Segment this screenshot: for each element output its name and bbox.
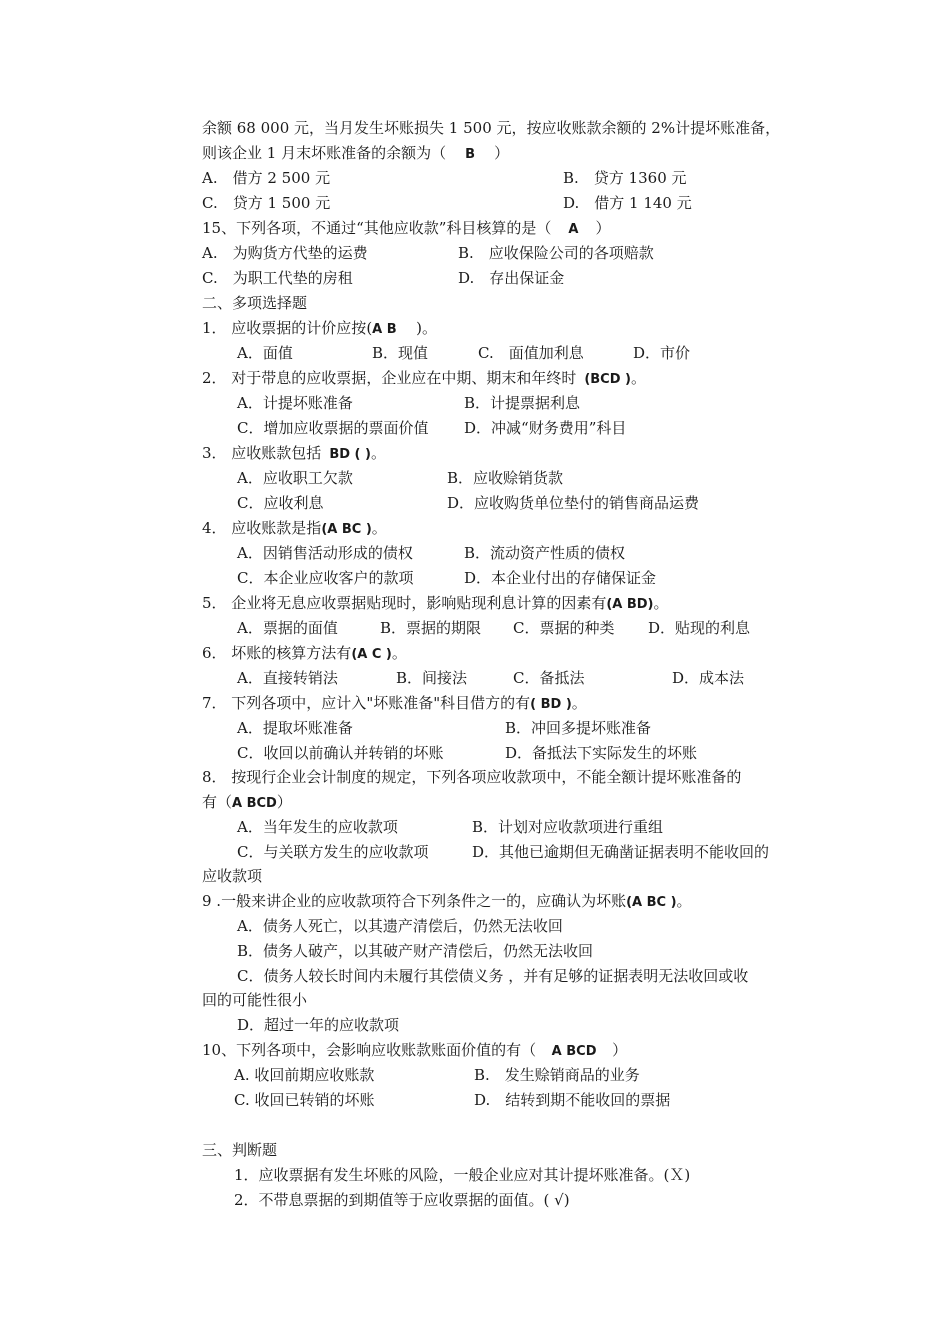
m10-option-d: D. 结转到期不能收回的票据 bbox=[474, 1091, 671, 1109]
m4-option-d: D．本企业付出的存储保证金 bbox=[464, 569, 657, 587]
q14-option-d: D. 借方 1 140 元 bbox=[563, 194, 692, 212]
m4-answer: (A BC ) bbox=[321, 522, 372, 537]
m3-option-c: C．应收利息 bbox=[237, 494, 324, 512]
m4-option-a: A．因销售活动形成的债权 bbox=[237, 544, 413, 562]
m5-stem-text: 5． 企业将无息应收票据贴现时，影响贴现利息计算的因素有 bbox=[202, 594, 607, 612]
q15-stem bbox=[202, 218, 610, 238]
m9-option-b: B．债务人破产，以其破产财产清偿后，仍然无法收回 bbox=[237, 942, 594, 960]
m2-option-a: A．计提坏账准备 bbox=[237, 394, 353, 412]
q15-option-d: D. 存出保证金 bbox=[458, 269, 565, 287]
m1-stem-text: 1． 应收票据的计价应按( bbox=[202, 319, 373, 337]
m5-option-a: A．票据的面值 bbox=[237, 619, 338, 637]
q14-option-b: B. 贷方 1360 元 bbox=[563, 169, 687, 187]
m6-option-c: C．备抵法 bbox=[513, 669, 585, 687]
m6-answer: (A C ) bbox=[351, 647, 392, 662]
m9-stem-text: 9 .一般来讲企业的应收款项符合下列条件之一的，应确认为坏账 bbox=[202, 892, 627, 910]
m8-option-d: D．其他已逾期但无确凿证据表明不能收回的 bbox=[472, 843, 770, 861]
m5-stem-close: 。 bbox=[653, 594, 669, 612]
q14-stem-text: 则该企业 1 月末坏账准备的余额为（ bbox=[202, 144, 447, 162]
m6-stem-close: 。 bbox=[391, 644, 407, 662]
m3-stem-text: 3． 应收账款包括 bbox=[202, 444, 322, 462]
m5-stem bbox=[202, 593, 669, 613]
m8-option-d-cont: 应收款项 bbox=[202, 867, 263, 885]
m8-stem-close: ） bbox=[276, 793, 292, 811]
m9-stem-close: 。 bbox=[676, 892, 692, 910]
m6-option-a: A．直接转销法 bbox=[237, 669, 338, 687]
m4-stem bbox=[202, 518, 387, 538]
m9-stem bbox=[202, 891, 692, 911]
m1-stem-close: )。 bbox=[416, 319, 438, 337]
m2-stem bbox=[202, 368, 646, 388]
m7-stem-text: 7． 下列各项中，应计入"坏账准备"科目借方的有 bbox=[202, 694, 531, 712]
m7-option-d: D．备抵法下实际发生的坏账 bbox=[505, 744, 698, 762]
q14-answer: B bbox=[465, 147, 476, 162]
m2-stem-text: 2． 对于带息的应收票据，企业应在中期、期末和年终时 bbox=[202, 369, 577, 387]
m7-option-c: C．收回以前确认并转销的坏账 bbox=[237, 744, 444, 762]
m8-option-b: B．计划对应收款项进行重组 bbox=[472, 818, 664, 836]
m1-answer: A B bbox=[372, 322, 397, 337]
m6-stem bbox=[202, 643, 407, 663]
m1-stem bbox=[202, 318, 437, 338]
m9-answer: (A BC ) bbox=[626, 895, 677, 910]
m3-answer: BD ( ) bbox=[329, 447, 371, 462]
m9-option-c: C．债务人较长时间内未履行其偿债义务 ，并有足够的证据表明无法收回或收 bbox=[237, 967, 749, 985]
m4-option-b: B．流动资产性质的债权 bbox=[464, 544, 626, 562]
m4-stem-text: 4． 应收账款是指 bbox=[202, 519, 322, 537]
m10-option-b: B. 发生赊销商品的业务 bbox=[474, 1066, 640, 1084]
m10-stem-close: ） bbox=[612, 1041, 628, 1059]
q15-answer: A bbox=[568, 222, 579, 237]
m5-option-d: D．贴现的利息 bbox=[648, 619, 751, 637]
q15-option-a: A. 为购货方代垫的运费 bbox=[202, 244, 368, 262]
m6-option-d: D．成本法 bbox=[672, 669, 745, 687]
m10-stem bbox=[202, 1040, 627, 1060]
m9-option-a: A．债务人死亡，以其遗产清偿后，仍然无法收回 bbox=[237, 917, 563, 935]
section-3-title: 三、判断题 bbox=[202, 1141, 278, 1159]
m3-option-d: D．应收购货单位垫付的销售商品运费 bbox=[447, 494, 700, 512]
section-2-title: 二、多项选择题 bbox=[202, 294, 308, 312]
m8-stem-cont bbox=[202, 792, 292, 812]
q14-stem-line1: 余额 68 000 元，当月发生坏账损失 1 500 元，按应收账款余额的 2%计提坏账准备， bbox=[202, 119, 781, 137]
m8-answer: A BCD bbox=[232, 796, 277, 811]
m2-stem-close: 。 bbox=[630, 369, 646, 387]
m4-stem-close: 。 bbox=[371, 519, 387, 537]
m8-option-c: C．与关联方发生的应收款项 bbox=[237, 843, 429, 861]
m5-option-c: C．票据的种类 bbox=[513, 619, 615, 637]
m3-option-a: A．应收职工欠款 bbox=[237, 469, 353, 487]
m7-answer: ( BD ) bbox=[530, 697, 572, 712]
q15-stem-close: ） bbox=[595, 219, 611, 237]
judgement-1: 1．应收票据有发生坏账的风险，一般企业应对其计提坏账准备。(Ｘ) bbox=[234, 1166, 691, 1184]
m2-option-b: B．计提票据利息 bbox=[464, 394, 581, 412]
m6-stem-text: 6． 坏账的核算方法有 bbox=[202, 644, 352, 662]
m4-option-c: C．本企业应收客户的款项 bbox=[237, 569, 414, 587]
m8-stem-cont-text: 有（ bbox=[202, 793, 233, 811]
m5-answer: (A BD) bbox=[606, 597, 654, 612]
judgement-2: 2．不带息票据的到期值等于应收票据的面值。( √) bbox=[234, 1191, 570, 1209]
q15-option-b: B. 应收保险公司的各项赔款 bbox=[458, 244, 654, 262]
m2-answer: (BCD ) bbox=[584, 372, 631, 387]
q14-stem-close: ） bbox=[494, 144, 510, 162]
m10-option-c: C. 收回已转销的坏账 bbox=[234, 1091, 375, 1109]
m7-option-b: B．冲回多提坏账准备 bbox=[505, 719, 652, 737]
m10-stem-text: 10、下列各项中，会影响应收账款账面价值的有（ bbox=[202, 1041, 537, 1059]
m5-option-b: B．票据的期限 bbox=[380, 619, 482, 637]
m2-option-c: C．增加应收票据的票面价值 bbox=[237, 419, 429, 437]
m3-stem bbox=[202, 443, 386, 463]
m1-option-c: C. 面值加利息 bbox=[478, 344, 584, 362]
m9-option-c-cont: 回的可能性很小 bbox=[202, 991, 308, 1009]
m6-option-b: B．间接法 bbox=[396, 669, 468, 687]
m1-option-d: D．市价 bbox=[633, 344, 691, 362]
m1-option-b: B．现值 bbox=[372, 344, 429, 362]
q14-stem-line2 bbox=[202, 143, 509, 163]
m8-option-a: A．当年发生的应收款项 bbox=[237, 818, 398, 836]
m10-option-a: A. 收回前期应收账款 bbox=[234, 1066, 375, 1084]
q14-option-a: A. 借方 2 500 元 bbox=[202, 169, 331, 187]
q15-option-c: C. 为职工代垫的房租 bbox=[202, 269, 353, 287]
m1-option-a: A．面值 bbox=[237, 344, 293, 362]
m9-option-d: D．超过一年的应收款项 bbox=[237, 1016, 400, 1034]
m10-answer: A BCD bbox=[551, 1044, 597, 1059]
m2-option-d: D．冲减“财务费用”科目 bbox=[464, 419, 627, 437]
q15-stem-text: 15、下列各项，不通过“其他应收款”科目核算的是（ bbox=[202, 219, 552, 237]
m3-option-b: B．应收赊销货款 bbox=[447, 469, 564, 487]
m8-stem: 8． 按现行企业会计制度的规定，下列各项应收款项中，不能全额计提坏账准备的 bbox=[202, 768, 742, 786]
m7-stem-close: 。 bbox=[571, 694, 587, 712]
m7-option-a: A．提取坏账准备 bbox=[237, 719, 353, 737]
m7-stem bbox=[202, 693, 587, 713]
m3-stem-close: 。 bbox=[370, 444, 386, 462]
q14-option-c: C. 贷方 1 500 元 bbox=[202, 194, 331, 212]
